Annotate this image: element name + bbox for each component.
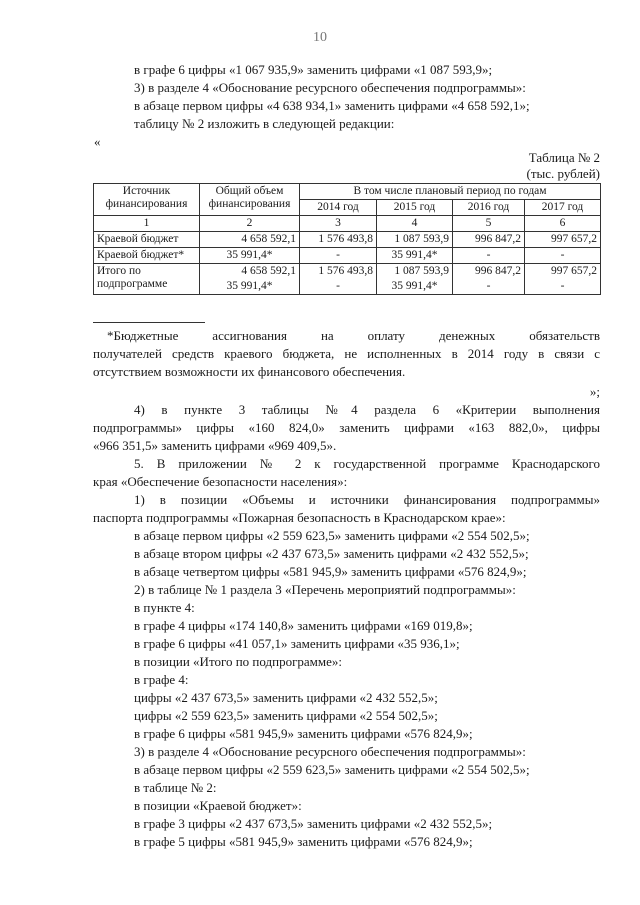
text-line: в абзаце первом цифры «4 638 934,1» заменить цифрами «4 658 592,1»; (134, 98, 530, 113)
table-cell: - (300, 248, 377, 264)
header-period: В том числе плановый период по годам (300, 184, 601, 200)
column-number: 4 (377, 216, 453, 232)
row-label: Краевой бюджет* (94, 248, 200, 264)
table-row (94, 232, 601, 248)
table-cell: 1 087 593,9 (377, 232, 453, 248)
text-line: цифры «2 559 623,5» заменить цифрами «2 554 502,5»; (134, 708, 438, 723)
text-line: в позиции «Итого по подпрограмме»: (134, 654, 343, 669)
text-line: в пункте 4: (134, 600, 195, 615)
text-line: таблицу № 2 изложить в следующей редакции: (134, 116, 395, 131)
footnote-line: *Бюджетные ассигнования на оплату денежных обязательств (107, 328, 600, 343)
text-line: 4) в пункте 3 таблицы №4 раздела 6 «Критерии выполнения (134, 402, 600, 417)
header-year: 2017 год (525, 200, 601, 216)
table-cell: 1 576 493,8 (300, 264, 377, 280)
text-line: в графе 4: (134, 672, 189, 687)
header-year: 2016 год (453, 200, 525, 216)
footnote-line: получателей средств краевого бюджета, не исполненных в 2014 году в связи с (93, 346, 600, 361)
table-cell: 4 658 592,1 (200, 264, 300, 280)
header-year: 2015 год (377, 200, 453, 216)
text-line: в графе 5 цифры «581 945,9» заменить цифрами «576 824,9»; (134, 834, 473, 849)
open-quote: « (94, 134, 101, 149)
table-cell: 1 576 493,8 (300, 232, 377, 248)
text-line: в абзаце втором цифры «2 437 673,5» заменить цифрами «2 432 552,5»; (134, 546, 529, 561)
header-source: Источник финансирования (94, 184, 200, 216)
column-number: 2 (200, 216, 300, 232)
header-year: 2014 год (300, 200, 377, 216)
text-line: в таблице № 2: (134, 780, 217, 795)
table-cell: 35 991,4* (200, 248, 300, 264)
text-line: края «Обеспечение безопасности населения»: (93, 474, 348, 489)
table-cell: 996 847,2 (453, 232, 525, 248)
text-line: подпрограммы» цифры «160 824,0» заменить цифрами «163 882,0», цифры (93, 420, 600, 435)
text-line: в графе 3 цифры «2 437 673,5» заменить цифрами «2 432 552,5»; (134, 816, 493, 831)
table-cell: 35 991,4* (377, 248, 453, 264)
text-line: 5. В приложении № 2 к государственной программе Краснодарского (134, 456, 600, 471)
table-cell: - (453, 248, 525, 264)
table-header-row (94, 184, 601, 200)
text-line: в абзаце четвертом цифры «581 945,9» заменить цифрами «576 824,9»; (134, 564, 527, 579)
column-number: 6 (525, 216, 601, 232)
table-cell: 35 991,4* (377, 279, 453, 295)
table-row (94, 264, 601, 280)
table-cell: 997 657,2 (525, 232, 601, 248)
funding-table (93, 183, 601, 295)
table-cell: - (525, 279, 601, 295)
text-line: цифры «2 437 673,5» заменить цифрами «2 432 552,5»; (134, 690, 438, 705)
text-line: в графе 6 цифры «41 057,1» заменить цифрами «35 936,1»; (134, 636, 460, 651)
table-cell: - (300, 279, 377, 295)
text-line: в графе 6 цифры «581 945,9» заменить цифрами «576 824,9»; (134, 726, 473, 741)
table-cell: 4 658 592,1 (200, 232, 300, 248)
table-cell: 1 087 593,9 (377, 264, 453, 280)
text-line: в графе 6 цифры «1 067 935,9» заменить цифрами «1 087 593,9»; (134, 62, 493, 77)
text-line: в абзаце первом цифры «2 559 623,5» заменить цифрами «2 554 502,5»; (134, 528, 530, 543)
row-label: Краевой бюджет (94, 232, 200, 248)
close-quote: »; (589, 384, 600, 399)
text-line: в позиции «Краевой бюджет»: (134, 798, 302, 813)
footnote-line: отсутствием возможности их финансового обеспечения. (93, 364, 406, 379)
table-row (94, 248, 601, 264)
table-cell: 996 847,2 (453, 264, 525, 280)
page-number: 10 (313, 30, 327, 45)
footnote-separator (93, 322, 205, 323)
text-line: 2) в таблице № 1 раздела 3 «Перечень мероприятий подпрограммы»: (134, 582, 516, 597)
text-line: 1) в позиции «Объемы и источники финансирования подпрограммы» (134, 492, 600, 507)
text-line: паспорта подпрограммы «Пожарная безопасность в Краснодарском крае»: (93, 510, 506, 525)
text-line: 3) в разделе 4 «Обоснование ресурсного обеспечения подпрограммы»: (134, 80, 526, 95)
text-line: в абзаце первом цифры «2 559 623,5» заменить цифрами «2 554 502,5»; (134, 762, 530, 777)
row-label: Итого по подпрограмме (94, 264, 200, 295)
text-line: «966 351,5» заменить цифрами «969 409,5». (93, 438, 337, 453)
text-line: в графе 4 цифры «174 140,8» заменить цифрами «169 019,8»; (134, 618, 473, 633)
table-number-row (94, 216, 601, 232)
column-number: 3 (300, 216, 377, 232)
table-cell: - (453, 279, 525, 295)
header-total: Общий объем финансирования (200, 184, 300, 216)
column-number: 1 (94, 216, 200, 232)
table-units: (тыс. рублей) (526, 166, 600, 181)
text-line: 3) в разделе 4 «Обоснование ресурсного обеспечения подпрограммы»: (134, 744, 526, 759)
column-number: 5 (453, 216, 525, 232)
table-cell: 997 657,2 (525, 264, 601, 280)
table-title: Таблица № 2 (528, 150, 600, 165)
table-cell: 35 991,4* (200, 279, 300, 295)
table-cell: - (525, 248, 601, 264)
